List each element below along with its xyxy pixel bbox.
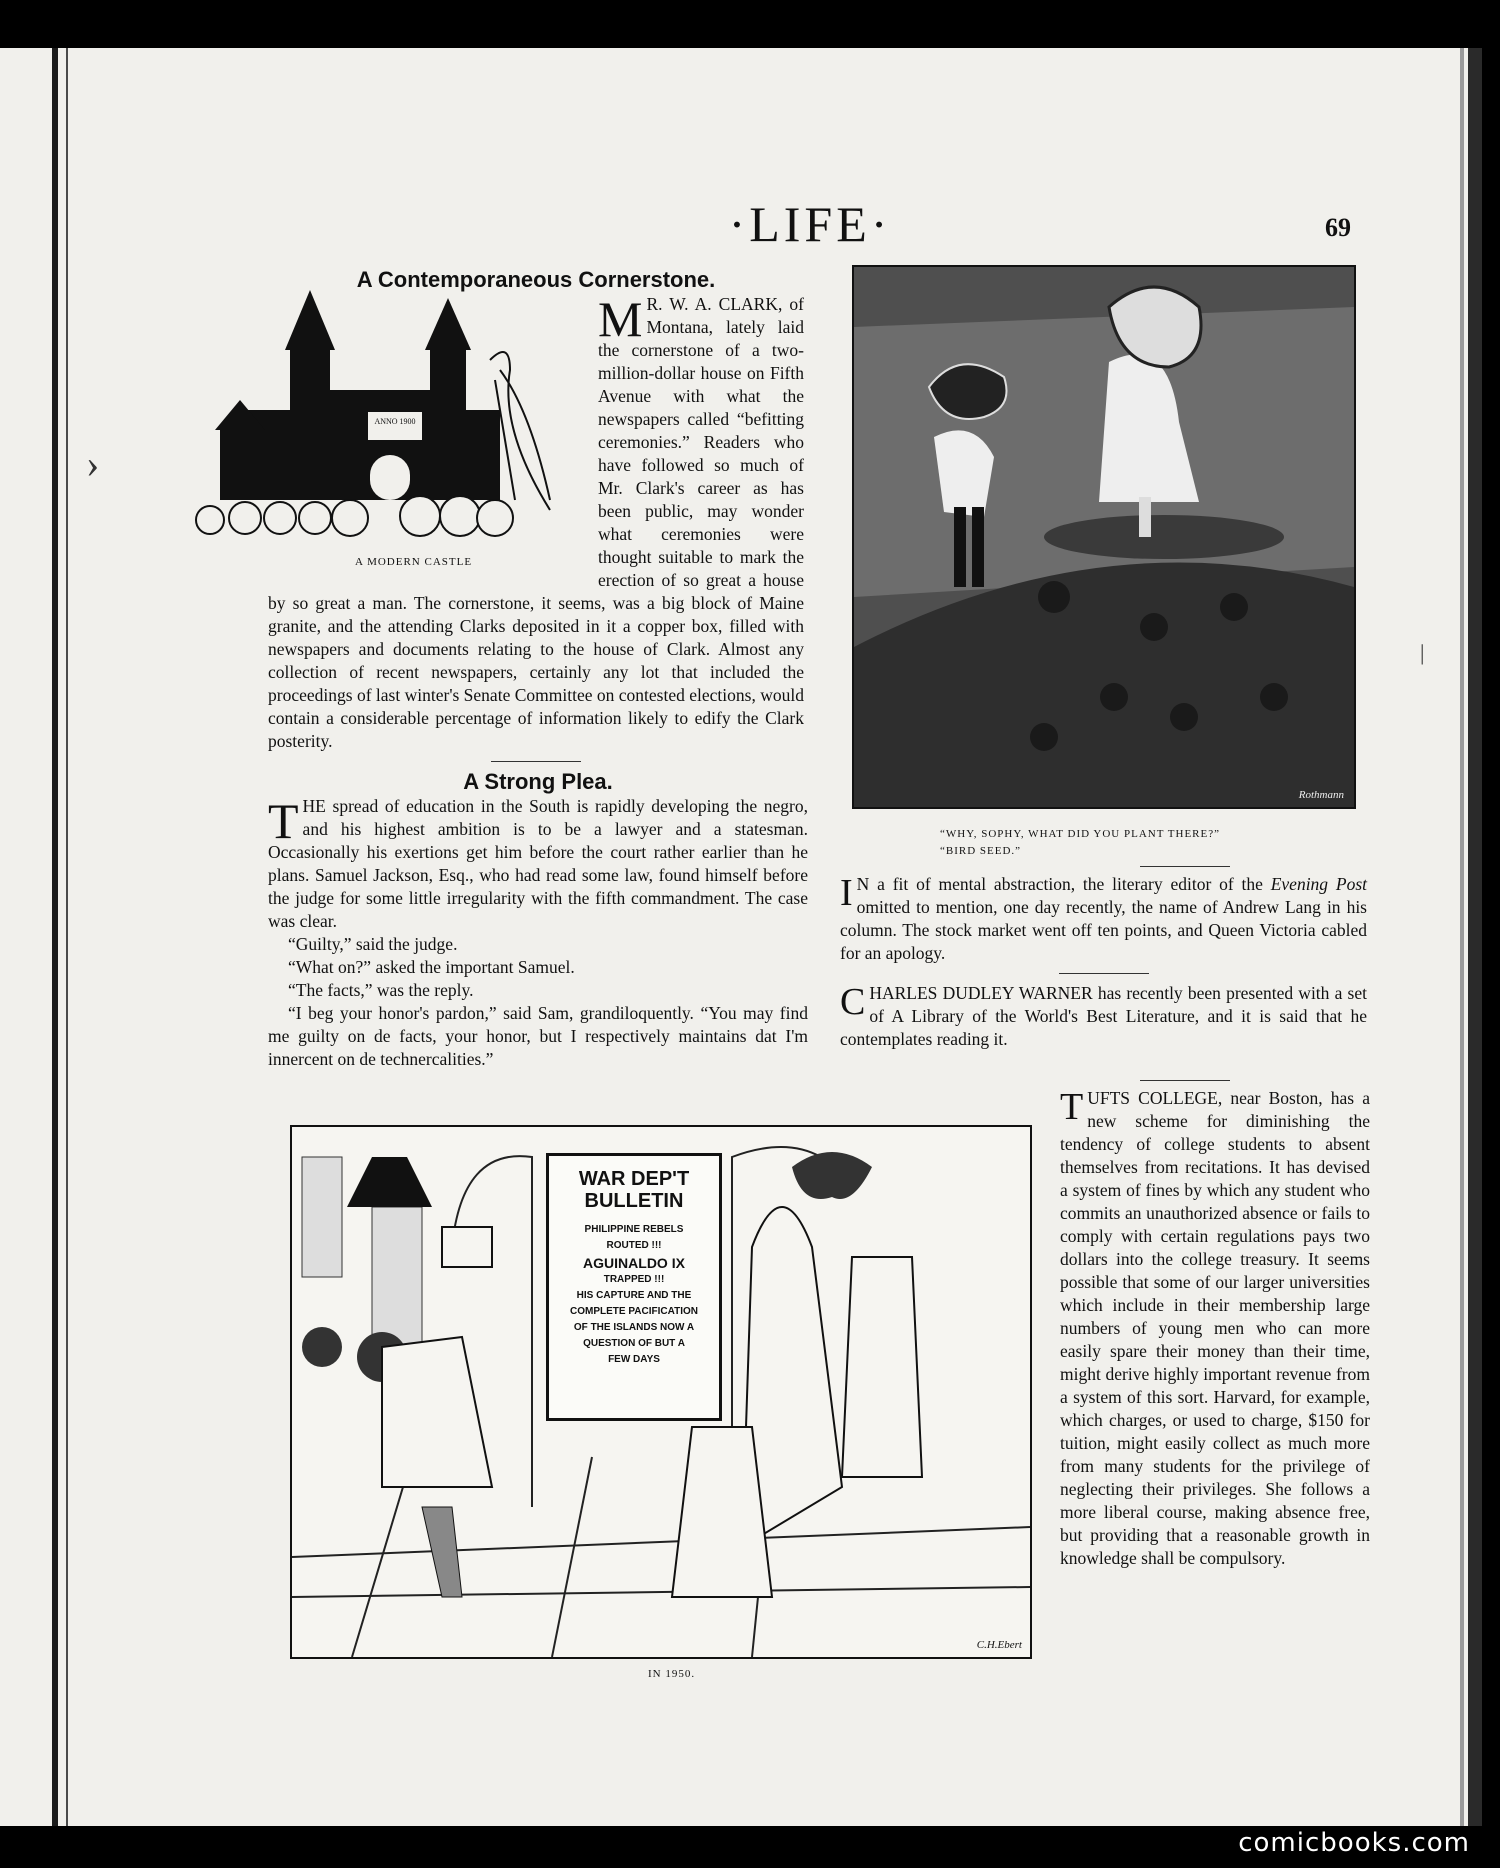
drop-cap: T	[1060, 1086, 1084, 1128]
divider	[1140, 1080, 1230, 1081]
bulletin-line: AGUINALDO IX	[583, 1255, 685, 1271]
article-body: HE spread of education in the South is rapidly developing the negro, and his highest ambition is to be a lawyer and a statesman. Occasionally his exertions get him before the court rather earlier than he plans. Samuel Jackson, Esq., who had read some law, found himself before the judge for some little irregularity with the fifth commandment. The case was clear.	[268, 796, 808, 931]
bulletin-line: PHILIPPINE REBELS	[584, 1224, 684, 1235]
garden-cartoon	[852, 265, 1356, 809]
dialogue-line: “Guilty,” said the judge.	[288, 934, 458, 954]
cartoon-signature: C.H.Ebert	[976, 1639, 1022, 1651]
page-number: 69	[1325, 213, 1351, 242]
article-heading: A Strong Plea.	[463, 769, 613, 794]
garden-caption-2: “BIRD SEED.”	[940, 845, 1022, 857]
bulletin-title: BULLETIN	[584, 1190, 684, 1212]
war-bulletin-sign	[546, 1153, 722, 1421]
margin-mark: ›	[86, 441, 100, 486]
drop-cap: T	[268, 793, 299, 849]
article-strong-plea	[268, 770, 808, 1071]
bulletin-line: FEW DAYS	[608, 1354, 660, 1365]
bulletin-lines	[549, 1222, 719, 1368]
bulletin-caption: IN 1950.	[648, 1668, 696, 1680]
drop-cap: C	[840, 981, 866, 1023]
garden-cartoon-drawing	[854, 267, 1354, 807]
bulletin-line: QUESTION OF BUT A	[583, 1338, 685, 1349]
margin-mark: |	[1420, 640, 1425, 665]
article-body: HARLES DUDLEY WARNER has recently been presented with a set of A Library of the World's Best Literature, and it is said that he contemplates reading it.	[840, 983, 1367, 1049]
castle-caption: A MODERN CASTLE	[355, 556, 473, 568]
page-edge-line	[1460, 48, 1464, 1826]
drop-cap: M	[598, 291, 643, 347]
dialogue-line: “The facts,” was the reply.	[288, 980, 474, 1000]
article-tufts	[1060, 1080, 1370, 1570]
dialogue-line: “I beg your honor's pardon,” said Sam, grandiloquently. “You may find me guilty on de facts, your honor, but I respectively maintains dat I'm innercent on de technercalities.”	[268, 1003, 808, 1069]
article-evening-post	[840, 866, 1367, 1051]
castle-anno-label: ANNO 1900	[374, 417, 416, 426]
castle-illustration	[190, 290, 610, 540]
masthead-title: ·LIFE·	[728, 196, 892, 252]
article-body: UFTS COLLEGE, near Boston, has a new scheme for diminishing the tendency of college students to absent themselves from recitations. It has devised a system of fines by which any student who commits an unauthorized absence or fails to comply with certain regulations pays two dollars into the college treasury. It seems possible that some of our larger universities which include in their membership large numbers of young men who can more easily spare their money than their time, might derive highly important revenue from a system of this sort. Harvard, for example, which charges, or used to charge, $150 for tuition, might easily collect as much more from many students for the privilege of neglecting their privileges. She follows a more liberal course, making absence free, but providing that a reasonable growth in knowledge shall be compulsory.	[1060, 1088, 1370, 1568]
page-edge	[1468, 48, 1482, 1826]
bulletin-line: TRAPPED !!!	[603, 1274, 665, 1285]
bulletin-title: WAR DEP'T	[578, 1168, 690, 1190]
bulletin-line: OF THE ISLANDS NOW A	[573, 1322, 695, 1333]
dialogue-line: “What on?” asked the important Samuel.	[288, 957, 575, 977]
divider	[491, 761, 581, 762]
article-body: N a fit of mental abstraction, the literary editor of the	[856, 874, 1271, 894]
cartoon-signature: Rothmann	[1298, 789, 1344, 801]
newspaper-name: Evening Post	[1270, 874, 1367, 894]
divider	[1140, 866, 1230, 867]
watermark: comicbooks.com	[1238, 1828, 1470, 1858]
article-heading: A Contemporaneous Cornerstone.	[356, 267, 716, 292]
divider	[1059, 973, 1149, 974]
article-body: omitted to mention, one day recently, the name of Andrew Lang in his column. The stock market went off ten points, and Queen Victoria cabled for an apology.	[840, 897, 1367, 963]
article-body: R. W. A. CLARK, of Montana, lately laid the cornerstone of a two-million-dollar house on Fifth Avenue with what the newspapers called “befitting ceremonies.” Readers who have followed so much of Mr. Clark's career as has been public, may wonder what ceremonies were thought suitable to mark the erection of so great a house by so great a man. The cornerstone, it seems, was a big block of Maine granite, and the attending Clarks deposited in it a copper box, filled with newspapers and documents relating to the house of Clark. Almost any collection of recent newspapers, certainly any lot that included the proceedings of last winter's Senate Committee on contested elections, would contain a considerable percentage of information likely to edify the Clark posterity.	[268, 294, 804, 751]
bulletin-line: HIS CAPTURE AND THE	[576, 1290, 692, 1301]
garden-caption-1: “WHY, SOPHY, WHAT DID YOU PLANT THERE?”	[940, 828, 1220, 840]
bulletin-line: COMPLETE PACIFICATION	[570, 1306, 698, 1317]
binding-spine	[52, 48, 58, 1826]
bulletin-line: ROUTED !!!	[606, 1240, 662, 1251]
bulletin-cartoon	[290, 1125, 1032, 1659]
binding-line	[66, 48, 68, 1826]
drop-cap: I	[840, 872, 853, 914]
